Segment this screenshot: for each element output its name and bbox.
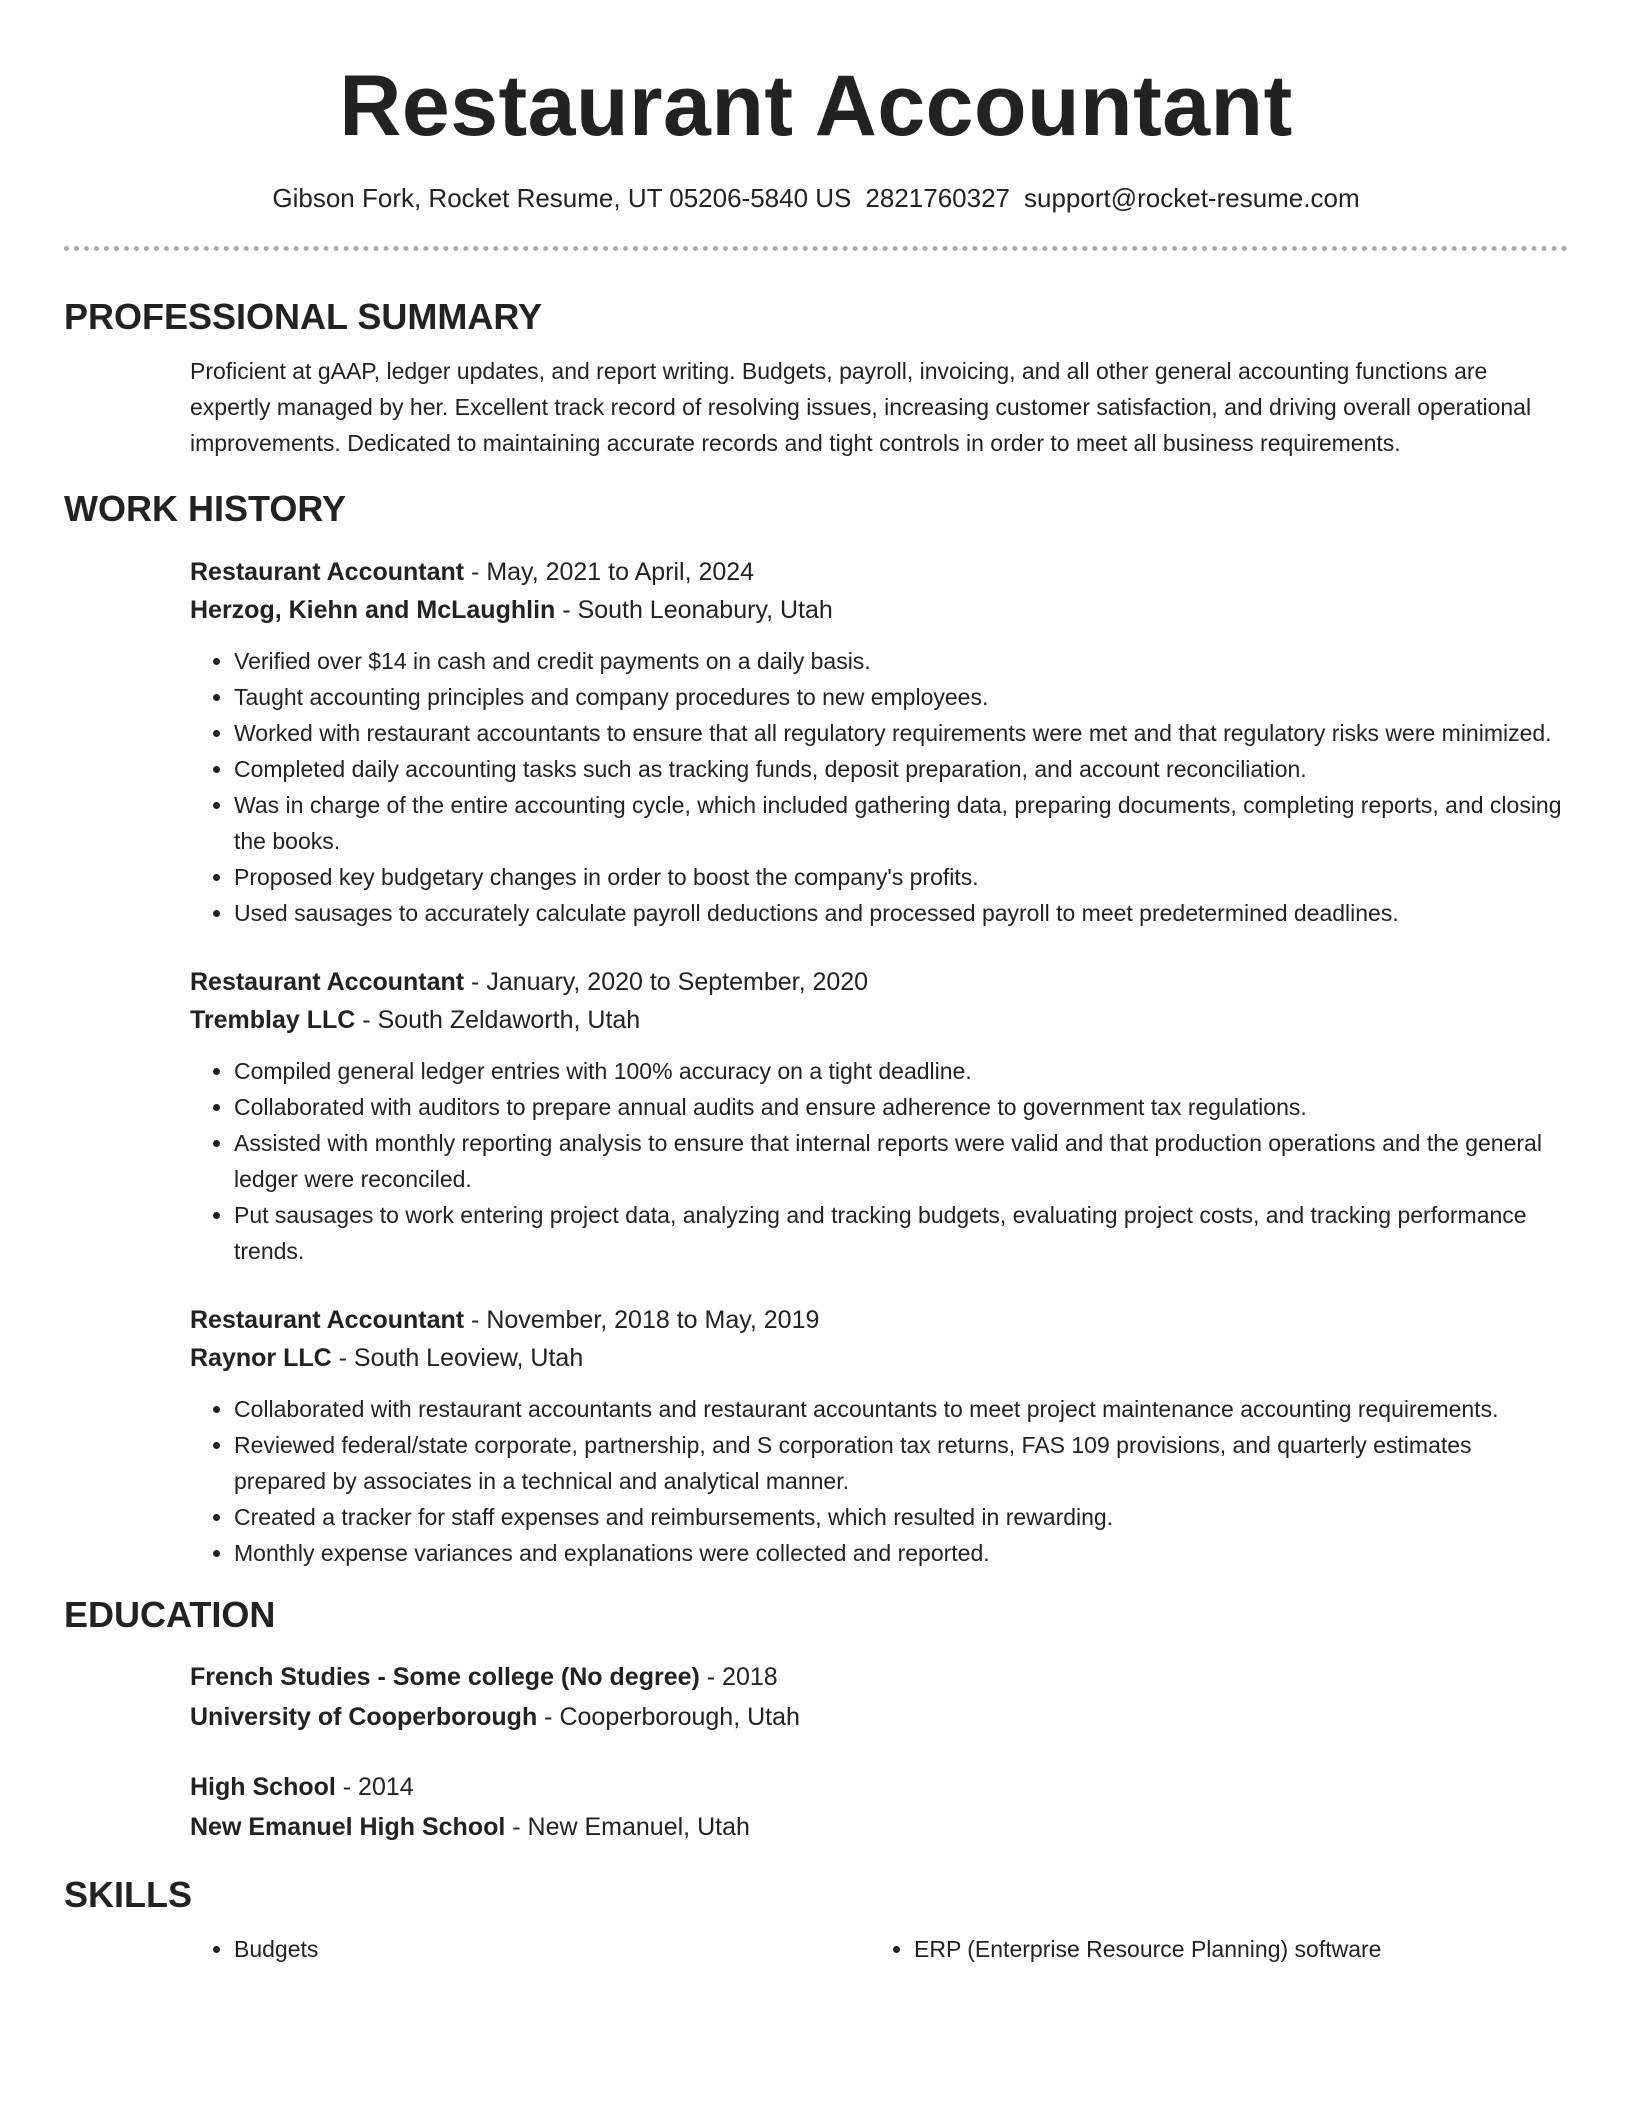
job-location: - South Leonabury, Utah	[555, 596, 833, 624]
education-school: University of Cooperborough	[190, 1703, 538, 1731]
skills-heading: SKILLS	[64, 1874, 193, 1915]
education-school-line	[190, 1807, 1568, 1847]
summary-text: Proficient at gAAP, ledger updates, and report writing. Budgets, payroll, invoicing, and all other general accounting functions are expertly managed by her. Excellent track record of resolving issues, increasing customer satisfaction, and driving overall operational improvements. Dedicated to maintaining accurate records and tight controls in order to meet all business requirements.	[190, 358, 1532, 456]
job-bullet: • Put sausages to work entering project data, analyzing and tracking budgets, evaluating project costs, and tracking performance trends.	[234, 1197, 1568, 1269]
job-company: Tremblay LLC	[190, 1006, 356, 1034]
contact-address: Gibson Fork, Rocket Resume, UT 05206-5840 US	[272, 183, 852, 213]
job-company-line	[190, 1001, 1568, 1039]
summary-heading: PROFESSIONAL SUMMARY	[64, 296, 543, 337]
job-bullet: • Worked with restaurant accountants to ensure that all regulatory requirements were met and that regulatory risks were minimized.	[234, 715, 1568, 751]
education-degree-line	[190, 1767, 1568, 1807]
skills-column-right	[870, 1931, 1550, 1967]
job-role: Restaurant Accountant	[190, 558, 465, 586]
job-bullet: • Reviewed federal/state corporate, partnership, and S corporation tax returns, FAS 109 provisions, and quarterly estimates prepared by associates in a technical and analytical manner.	[234, 1427, 1568, 1499]
job-location: - South Leoview, Utah	[331, 1344, 584, 1372]
education-degree: High School	[190, 1773, 336, 1801]
skill-item: • Budgets	[234, 1931, 870, 1967]
job-bullet: • Collaborated with auditors to prepare annual audits and ensure adherence to government tax regulations.	[234, 1089, 1568, 1125]
skills-column-left	[190, 1931, 870, 1967]
job-bullet: • Completed daily accounting tasks such as tracking funds, deposit preparation, and account reconciliation.	[234, 751, 1568, 787]
job-bullet: • Taught accounting principles and company procedures to new employees.	[234, 679, 1568, 715]
job-title-line	[190, 553, 1568, 591]
job-entry	[190, 1301, 1568, 1571]
skill-item: • ERP (Enterprise Resource Planning) software	[914, 1931, 1550, 1967]
job-title-line	[190, 1301, 1568, 1339]
education-school-line	[190, 1697, 1568, 1737]
job-bullet: • Used sausages to accurately calculate payroll deductions and processed payroll to meet predetermined deadlines.	[234, 895, 1568, 931]
job-bullet: • Created a tracker for staff expenses and reimbursements, which resulted in rewarding.	[234, 1499, 1568, 1535]
work-history-heading: WORK HISTORY	[64, 488, 347, 529]
contact-phone: 2821760327	[865, 183, 1010, 213]
education-location: - Cooperborough, Utah	[537, 1703, 800, 1731]
job-dates: - May, 2021 to April, 2024	[464, 558, 755, 586]
job-bullets	[190, 1391, 1568, 1571]
job-dates: - November, 2018 to May, 2019	[464, 1306, 820, 1334]
job-bullet: • Was in charge of the entire accounting cycle, which included gathering data, preparing documents, completing reports, and closing the books.	[234, 787, 1568, 859]
education-degree-line	[190, 1657, 1568, 1697]
job-dates: - January, 2020 to September, 2020	[464, 968, 869, 996]
skills-list	[190, 1931, 1568, 1967]
education-year: - 2018	[699, 1663, 778, 1691]
job-role: Restaurant Accountant	[190, 968, 465, 996]
education-location: - New Emanuel, Utah	[505, 1813, 750, 1841]
job-company-line	[190, 591, 1568, 629]
job-role: Restaurant Accountant	[190, 1306, 465, 1334]
education-year: - 2014	[335, 1773, 414, 1801]
contact-email: support@rocket-resume.com	[1024, 183, 1360, 213]
resume-page	[64, 0, 1568, 1967]
education-school: New Emanuel High School	[190, 1813, 506, 1841]
job-bullet: • Proposed key budgetary changes in order to boost the company's profits.	[234, 859, 1568, 895]
job-bullet: • Collaborated with restaurant accountants and restaurant accountants to meet project maintenance accounting requirements.	[234, 1391, 1568, 1427]
job-company: Raynor LLC	[190, 1344, 332, 1372]
job-bullet: • Verified over $14 in cash and credit payments on a daily basis.	[234, 643, 1568, 679]
contact-line	[64, 180, 1568, 216]
education-heading: EDUCATION	[64, 1594, 276, 1635]
job-company-line	[190, 1339, 1568, 1377]
education-entry	[190, 1767, 1568, 1847]
job-entry	[190, 553, 1568, 931]
job-bullet: • Compiled general ledger entries with 100% accuracy on a tight deadline.	[234, 1053, 1568, 1089]
job-bullets	[190, 1053, 1568, 1269]
education-degree: French Studies - Some college (No degree)	[190, 1663, 700, 1691]
education-entry	[190, 1657, 1568, 1737]
job-location: - South Zeldaworth, Utah	[355, 1006, 641, 1034]
job-bullet: • Monthly expense variances and explanations were collected and reported.	[234, 1535, 1568, 1571]
job-bullet: • Assisted with monthly reporting analysis to ensure that internal reports were valid and that production operations and the general ledger were reconciled.	[234, 1125, 1568, 1197]
job-company: Herzog, Kiehn and McLaughlin	[190, 596, 556, 624]
job-entry	[190, 963, 1568, 1269]
header-divider	[64, 246, 1568, 251]
job-title-line	[190, 963, 1568, 1001]
job-bullets	[190, 643, 1568, 931]
resume-name: Restaurant Accountant	[339, 58, 1293, 154]
